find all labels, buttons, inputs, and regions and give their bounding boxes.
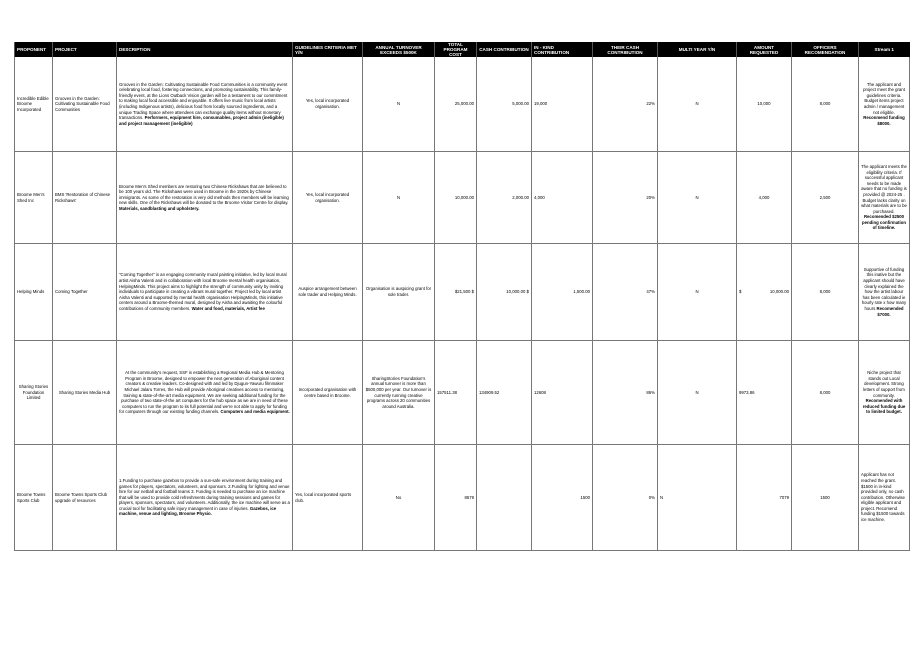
project-cell: Grooves in the Garden: Cultivating Sustainable Food Communities [53, 57, 117, 152]
turnover-cell: N [363, 57, 435, 152]
project-cell: Broome Towns Sports Club upgrade of resources [53, 445, 117, 551]
criteria-cell: Yes, local incorporated organisation. [293, 57, 363, 152]
amount-requested-cell: 10,000 [737, 57, 792, 152]
stream-cell: Niche project that stands out Local development. Strong letters of support from community. Recomended with reduced funding due to limited budget. [859, 341, 910, 445]
cash-cell [477, 445, 532, 551]
header-project: PROJECT [53, 42, 117, 57]
table-row [15, 57, 910, 152]
header-amount-requested: AMOUNT REQUESTED [737, 42, 792, 57]
stream-cell: Applicant has not reached the grant. $1500 in in-kind provided only, no cash contribution. Otherwise eligible applicant and project. Recomend funding $1500 towards ice machine. [859, 445, 910, 551]
header-officers-recommendation: OFFICERS RECOMENDATION [792, 42, 859, 57]
table-row [15, 152, 910, 244]
header-proponent: PROPONENT [15, 42, 53, 57]
cash-cell: 5,000.00 [477, 57, 532, 152]
turnover-cell: Organisation is auspicing grant for sole trader. [363, 244, 435, 341]
multi-year-cell: N [658, 341, 737, 445]
project-cell: Coming Together [53, 244, 117, 341]
stream-cell: The applicant and project meet the grant guidelines criteria. Budget items project admin / management not eligible. Reconmend funding $8000. [859, 57, 910, 152]
header-inkind-contribution: IN - KIND CONTRIBUTION [532, 42, 593, 57]
inkind-cell: 1,500.00 [532, 244, 593, 341]
proponent-cell: Incredible Edible Broome Incorporated [15, 57, 53, 152]
total-cost-cell: 25,000.00 [435, 57, 477, 152]
officers-cell: 8,000 [792, 244, 859, 341]
turnover-cell: SharingStories Foundation's annual turnover is more than $500,000 per year. Our turnover is currently running creative programs across 20 communities around Australia. [363, 341, 435, 445]
officers-cell: 2,500 [792, 152, 859, 244]
header-criteria: GUIDELINES CRITERIA MET Y/N [293, 42, 363, 57]
cash-cell: 134909.52 [477, 341, 532, 445]
their-cash-cell: 86% [593, 341, 658, 445]
header-total-cost: TOTAL PROGRAM COST [435, 42, 477, 57]
turnover-cell: No [363, 445, 435, 551]
proponent-cell: Broome Towns Sports Club [15, 445, 53, 551]
project-cell: Sharing Stories Media Hub [53, 341, 117, 445]
amount-requested-cell: 7079 [737, 445, 792, 551]
description-cell: Grooves in the Garden: Cultivating Sustainable Food Communities is a community event celebrating local food, fostering connections, and promoting sustainability. This family-friendly event, at the Lions Outback Vision garden will be a testament to our commitment to making local food accessible and enjoyable. It offers live music from local artists (including Indigenous artists), delicious food from locally sourced ingredients, and a unique Trading Space where attendees can exchange quality items without monetary transactions. Performers, equipment hire, consumables, project admin (ineligible) and project management (ineligible) [117, 57, 293, 152]
table-row [15, 341, 910, 445]
their-cash-cell: 0% [593, 445, 658, 551]
header-their-cash: THEIR CASH CONTRIBUTION [593, 42, 658, 57]
multi-year-cell: N [658, 57, 737, 152]
criteria-cell: Incorporated organisation with centre based in Broome. [293, 341, 363, 445]
their-cash-cell: 20% [593, 152, 658, 244]
amount-requested-cell: $ 10,000.00 [737, 244, 792, 341]
their-cash-cell: 22% [593, 57, 658, 152]
inkind-cell: 1500 [532, 445, 593, 551]
officers-cell: 8,000 [792, 341, 859, 445]
table-row [15, 445, 910, 551]
officers-cell: 8,000 [792, 57, 859, 152]
multi-year-cell: N [658, 244, 737, 341]
turnover-cell: N [363, 152, 435, 244]
total-cost-cell: $21,500 $ [435, 244, 477, 341]
inkind-cell: 4,000 [532, 152, 593, 244]
cash-cell: 2,000.00 [477, 152, 532, 244]
header-stream-1: Stream 1 [859, 42, 910, 57]
description-cell: 1.Funding to purchase gazebos to provide a sun-safe environment during training and games for players, spectators, volunteers, and sponsors. 2.Funding for lighting and venue hire for our netball and football teams 3. Funding is needed to purchase an ice machine that will be used to provide cold refreshments during training sessions and games for players, sponsors, spectators, and volunteers. Additionally, the ice machine will serve as a crucial tool for facilitating safe injury management in case of injuries. Gazebos, ice machine, venue and lighting, Broome Physio. [117, 445, 293, 551]
cash-cell: 10,000.00 $ [477, 244, 532, 341]
description-cell: At the community's request, SSF is establishing a Regional Media Hub & Mentoring Program in Broome, designed to empower the next generation of Aboriginal content creators & creative leaders. Co-designed with and led by Djugun-Yawuru filmmaker Michael Jalaru Torres, the Hub will provide Aboriginal creatives access to mentoring, training & state-of-the-art media equipment. We are seeking additional funding for the purchase of two state-of-the art computers for the hub space as we are in need of these computers to run the program to its full potential and we're not able to apply for funding for computers through our existing funding channels. Computers and media equipment. [117, 341, 293, 445]
header-multi-year: MULTI YEAR Y/N [658, 42, 737, 57]
amount-requested-cell: 4,000 [737, 152, 792, 244]
header-description: DESCRIPTION [117, 42, 293, 57]
header-turnover: ANNUAL TURNOVER EXCEEDS $500K [363, 42, 435, 57]
description-cell: "Coming Together" is an engaging community mural painting initiative, led by local mural artist Aisha Valenti and in collaboration with local Broome mental health organisation, HelpingMinds. This project aims to highlight the strength of community unity by inviting individuals to participate in creating a vibrant mural together. Project led by local artist Aisha Valenti and supported by mental health organisation HelpingMinds, this initiative centers around a Broome-themed mural, designed by Aisha and awaiting the colourful contributions of community members. Water and food, materials, Artist fee [117, 244, 293, 341]
officers-cell: 1500 [792, 445, 859, 551]
total-cost-cell: 157511.38 [435, 341, 477, 445]
total-cost-cell: 10,000.00 [435, 152, 477, 244]
table-row [15, 244, 910, 341]
multi-year-cell: N [658, 152, 737, 244]
proponent-cell: Broome Men's Shed Inc [15, 152, 53, 244]
total-cost-cell: 8579 [435, 445, 477, 551]
their-cash-cell: 47% [593, 244, 658, 341]
description-cell: Broome Men's Shed members are restoring two Chinese Rickshaws that are believed to be 100 years old. The Rickshaws were used in Broome in the 1920s by Chinese immigrants. As some of the restoration is very old methods then members will be learning new skills. One of the Rickshaws will be donated to the Broome Visitor Centre for display. Materials, sandblasting and upholstery. [117, 152, 293, 244]
stream-cell: The applicant meets the eligibility criteria. If successful applicant needs to be made aware that no funding is provided @ 2024-25 . Budget lacks clarity on what materials are to be purchased. Recomended $2500 pending confirmation of timeline. [859, 152, 910, 244]
inkind-cell: 19,000 [532, 57, 593, 152]
grant-assessment-table [14, 42, 910, 551]
header-row [15, 42, 910, 57]
proponent-cell: Helping Minds [15, 244, 53, 341]
stream-cell: Supportive of funding this inative but the applicant should have clearly explained the how the artist labour has been calculated ie hourly rate x how many hours Recomended $7000. [859, 244, 910, 341]
project-cell: BMS 'Restoration of Chinese Rickshaws' [53, 152, 117, 244]
multi-year-cell: N [658, 445, 737, 551]
criteria-cell: Yes, local incorporated organisation. [293, 152, 363, 244]
criteria-cell: Auspice arrangement between sole trader and Helping Minds. [293, 244, 363, 341]
proponent-cell: Sharing Stories Foundation Limited [15, 341, 53, 445]
inkind-cell: 12608 [532, 341, 593, 445]
criteria-cell: Yes, local incorporated sports club. [293, 445, 363, 551]
header-cash-contribution: CASH CONTRIBUTION [477, 42, 532, 57]
amount-requested-cell: 9973.86 [737, 341, 792, 445]
